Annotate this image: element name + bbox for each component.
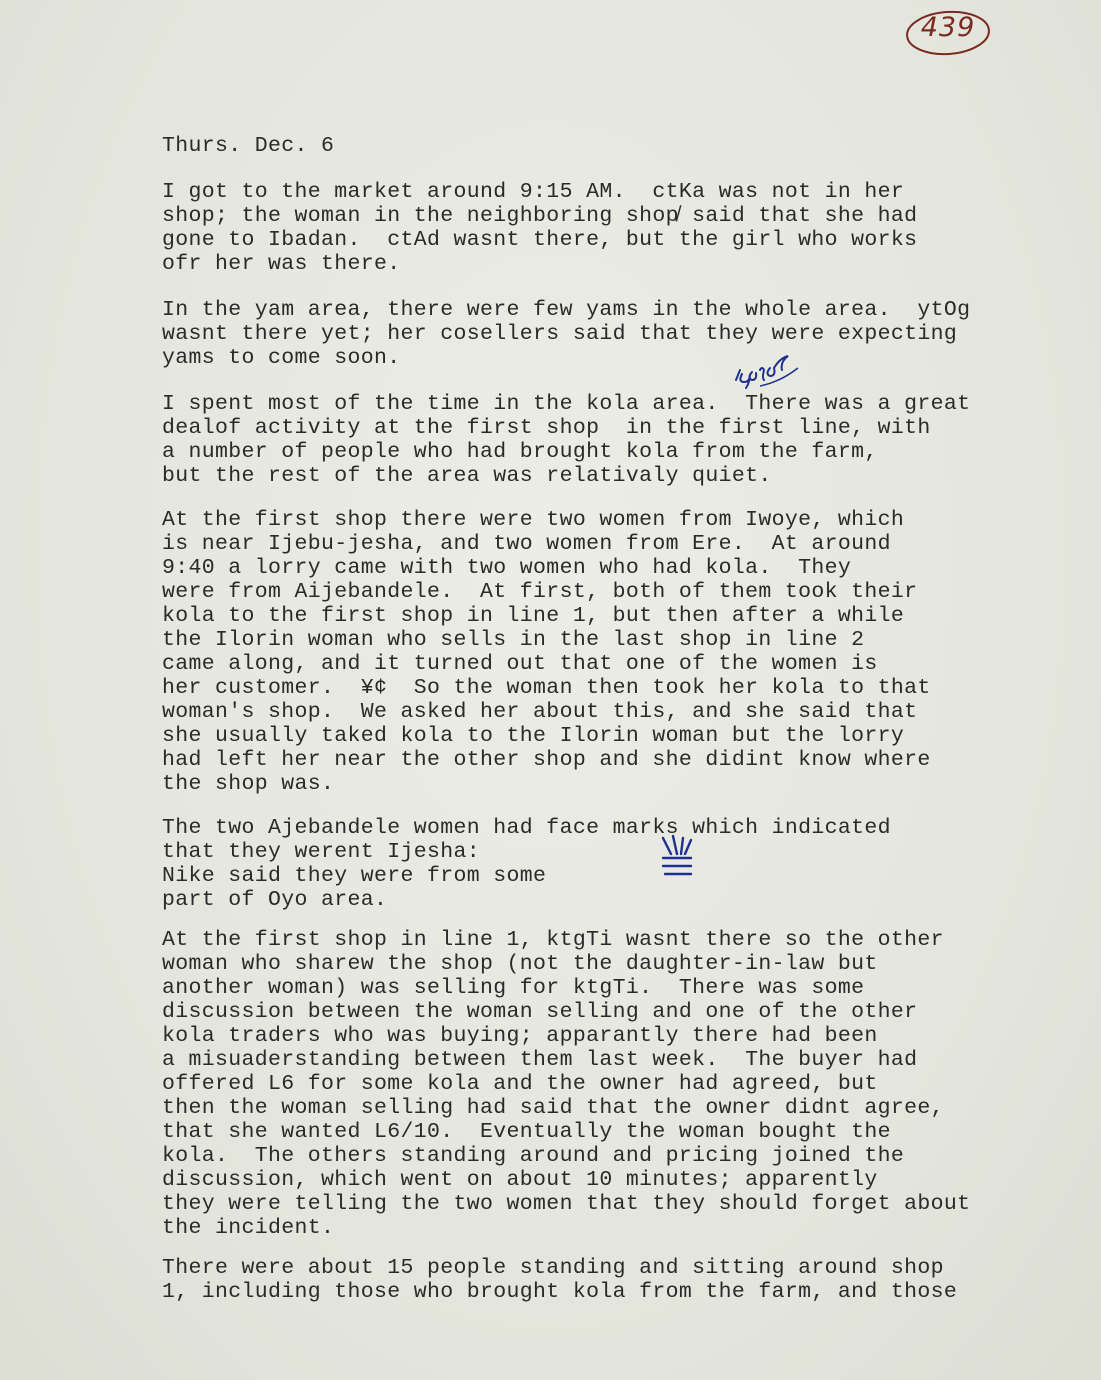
p4-line-4: were from Aijebandele. At first, both of them took their [162,580,918,604]
p2-line-2: wasnt there yet; her cosellers said that they were expecting [162,322,958,346]
date-heading: Thurs. Dec. 6 [162,134,335,158]
p1-line-2: shop; the woman in the neighboring shop̸ said that she had [162,204,918,228]
p3-line-2: dealof activity at the first shop in the first line, with [162,416,931,440]
page-number-text: 439 [920,12,976,43]
p6-line-11: discussion, which went on about 10 minutes; apparently [162,1168,878,1192]
handwritten-igora-annotation [730,352,800,394]
p2-line-1: In the yam area, there were few yams in the whole area. ytOg [162,298,971,322]
p4-line-9: woman's shop. We asked her about this, and she said that [162,700,918,724]
page-number [904,8,992,58]
p7-line-2: 1, including those who brought kola from the farm, and those [162,1280,958,1304]
p1-line-4: ofr her was there. [162,252,401,276]
p5-line-3: Nike said they were from some [162,864,547,888]
p1-line-1: I got to the market around 9:15 AM. ctKa was not in her [162,180,905,204]
p6-line-13: the incident. [162,1216,335,1240]
p4-line-10: she usually taked kola to the Ilorin woman but the lorry [162,724,905,748]
p6-line-2: woman who sharew the shop (not the daughter-in-law but [162,952,878,976]
p5-line-1: The two Ajebandele women had face marks which indicated [162,816,891,840]
p6-line-6: a misuaderstanding between them last week. The buyer had [162,1048,918,1072]
p4-line-11: had left her near the other shop and she didint know where [162,748,931,772]
p6-line-7: offered L6 for some kola and the owner had agreed, but [162,1072,878,1096]
p4-line-5: kola to the first shop in line 1, but then after a while [162,604,905,628]
p5-line-2: that they werent Ijesha: [162,840,481,864]
p4-line-2: is near Ijebu-jesha, and two women from Ere. At around [162,532,891,556]
face-marks-sketch-icon [655,832,699,880]
p7-line-1: There were about 15 people standing and sitting around shop [162,1256,944,1280]
p6-line-10: kola. The others standing around and pricing joined the [162,1144,905,1168]
p6-line-12: they were telling the two women that they should forget about [162,1192,971,1216]
p3-line-3: a number of people who had brought kola from the farm, [162,440,878,464]
p5-line-4: part of Oyo area. [162,888,388,912]
p2-line-3: yams to come soon. [162,346,401,370]
p4-line-6: the Ilorin woman who sells in the last shop in line 2 [162,628,865,652]
p6-line-8: then the woman selling had said that the owner didnt agree, [162,1096,944,1120]
p6-line-5: kola traders who was buying; apparantly there had been [162,1024,878,1048]
p6-line-1: At the first shop in line 1, ktgTi wasnt there so the other [162,928,944,952]
p4-line-12: the shop was. [162,772,335,796]
p4-line-7: came along, and it turned out that one of the women is [162,652,878,676]
p3-line-4: but the rest of the area was relativaly quiet. [162,464,772,488]
p3-line-1: I spent most of the time in the kola area. There was a great [162,392,971,416]
p4-line-8: her customer. ¥¢ So the woman then took her kola to that [162,676,931,700]
p4-line-1: At the first shop there were two women from Iwoye, which [162,508,905,532]
p1-line-3: gone to Ibadan. ctAd wasnt there, but the girl who works [162,228,918,252]
p6-line-3: another woman) was selling for ktgTi. There was some [162,976,865,1000]
p4-line-3: 9:40 a lorry came with two women who had kola. They [162,556,852,580]
p6-line-4: discussion between the woman selling and one of the other [162,1000,918,1024]
p6-line-9: that she wanted L6/10. Eventually the woman bought the [162,1120,891,1144]
